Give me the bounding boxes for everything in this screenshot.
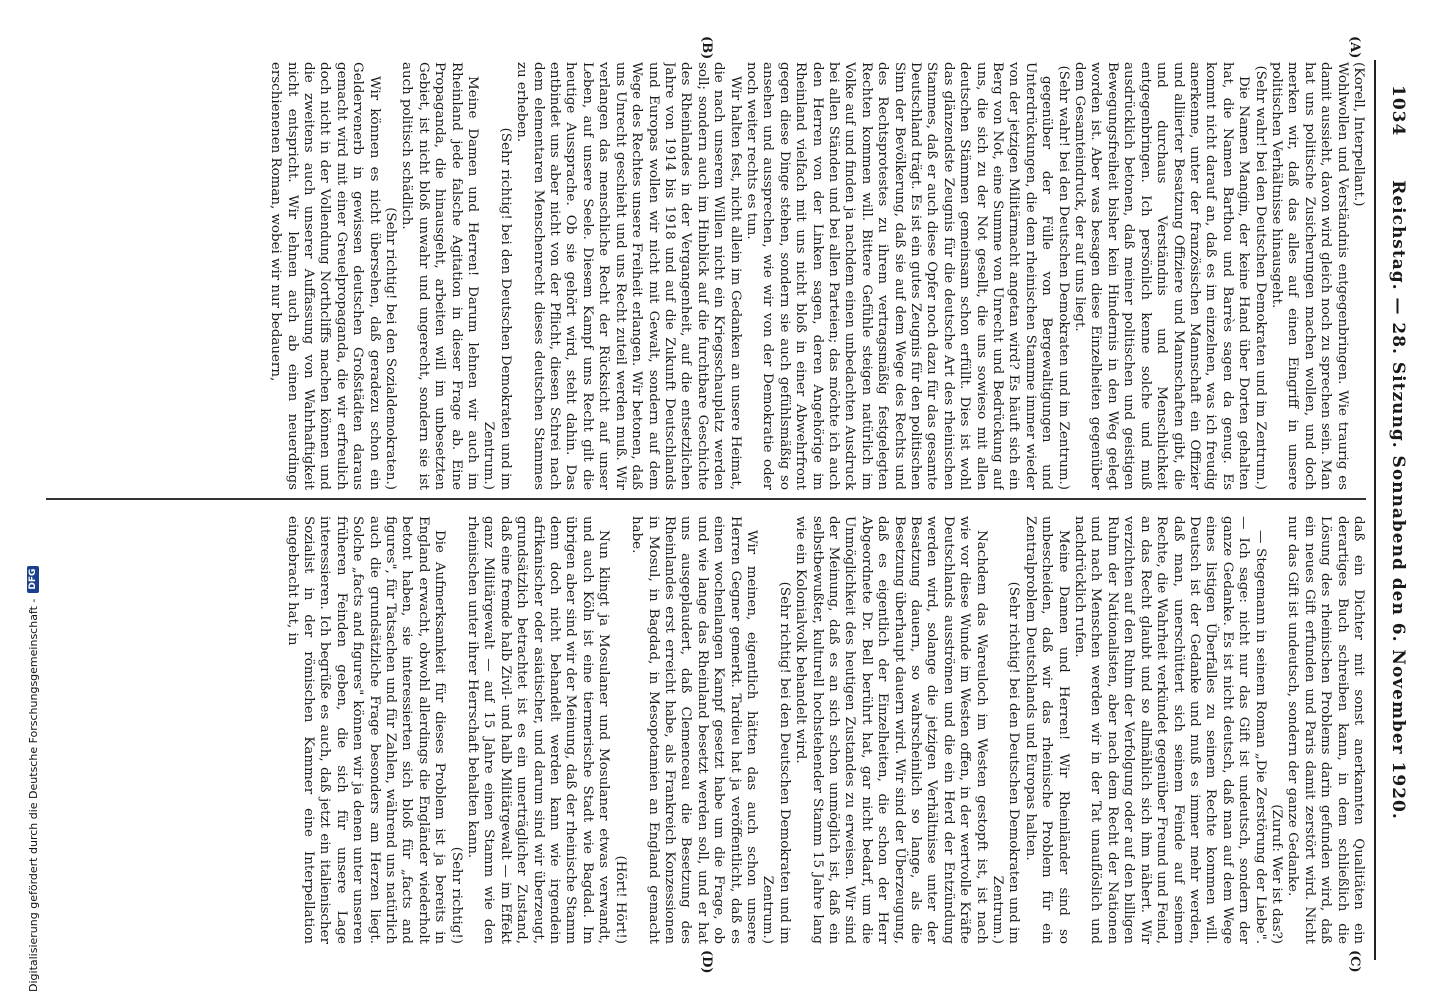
paragraph: — Stegemann in seinem Roman „Die Zerstörung der Liebe". — Ich sage: nicht nur das Gift ist undeutsch, sondern der ganze Gedanke. Es ist nicht deutsch, daß man auf dem Wege eines listigen Überfalles zu seinem Rechte kommen will. Deutsch ist der Gedanke und muß es immer mehr werden, daß man, unerschüttert sich seinem Feinde auf seinem Rechte, die Wahrheit verkündet gegenüber Freund und Feind, an das Recht glaubt und so allmählich sich ihm nähert. Wir verzichten auf den Ruhm der Verfolgung oder auf den billigen Ruhm der Nationalisten, aber nach dem Recht der Nationen und nach Menschen werden wir in der Tat unauflöslich und nachdrücklich rufen. xyxy=(1072,516,1268,944)
paragraph: Meine Damen und Herren! Darum lehnen wir auch im Rheinland jede falsche Agitation in dieser Frage ab. Eine Propaganda, die hinausgeht, arbeiten will im unbesetzten Gebiet, ist nicht bloß unwahr und ungerecht, sondern sie ist auch politisch schädlich. xyxy=(399,62,481,490)
margin-mark-a: (A) xyxy=(1347,36,1362,59)
margin-mark-c: (C) xyxy=(1347,950,1362,973)
footer-text: Digitalisierung gefördert durch die Deutsche Forschungsgemeinschaft - xyxy=(26,598,40,992)
paragraph: daß ein Dichter mit sonst anerkannten Qualitäten ein derartiges Buch schreiben kann, in dem schließlich die Lösung des rheinischen Problems darin gefunden wird, daß ein neues Gift erfunden und Paris damit zerstört wird. Nicht nur das Gift ist undeutsch, sondern der ganze Gedanke. xyxy=(1285,516,1366,944)
stage-direction: (Sehr richtig! bei den Deutschen Demokraten und im Zentrum.) xyxy=(481,127,513,490)
stage-direction: (Sehr richtig!) xyxy=(448,846,464,944)
running-title: Reichstag. — 28. Sitzung. Sonnabend den 6. November 1920. xyxy=(1388,180,1408,820)
margin-mark-d: (D) xyxy=(699,950,714,974)
paragraph: Wir können es nicht übersehen, daß geradezu schon ein Geldervenerb in gewissen deutschen Großstädten daraus gemacht wird mit einer Greuelpropaganda, die wir erfreulich doch nicht in der Vollendung Northcliffs machen können und die zweitens auch unserer Auffassung von Wahrhaftigkeit nicht entspricht. Wir lehnen auch ab einen neuerdings erschienenen Roman, wobei wir nur bedauern, xyxy=(268,62,382,490)
dfg-logo: DFG xyxy=(27,566,39,593)
right-column xyxy=(46,516,1366,944)
header-rule xyxy=(1374,60,1376,960)
stage-direction: (Sehr wahr! bei den Deutschen Demokraten und im Zentrum.) xyxy=(1055,65,1071,490)
paragraph: gegenüber der Fülle von Bergewaltigungen und Unterdrückungen, die dem rheinischen Stamme immer wieder von der jetzigen Militärmacht angetan wird? Es häuft sich ein Berg von Not, eine Summe von Unrecht und Bedrückung auf uns, die sich zu der Not gesellt, die uns sowieso mit allen deutschen Stämmen gemeinsam schon erfüllt. Dies ist wohl das glänzendste Zeugnis für die deutsche Art des rheinischen Stammes, daß er auch diese Opfer noch dazu für das gesamte Deutschland trägt. Es ist ein gutes Zeugnis für den politischen Sinn der Bevölkerung, daß sie auf dem Wege des Rechts und des Rechtsprotestes zu ihrem vertragsmäßig festgelegten Rechten kommen will. Bittere Gefühle steigen natürlich im Volke auf und finden ja nachdem einen unbedachten Ausdruck bei allen Ständen und bei allen Parteien; das möchte ich auch den Herren von der Linken sagen, deren Angehörige im Rheinland vielfach mit uns nicht bloß in einer Abwehrfront gegen diese Dinge stehen, sondern sie auch gefühlsmäßig so ansehen und aussprechen, wie wir von der Demokratie oder noch weiter rechts es tun. xyxy=(743,62,1055,490)
paragraph: Nachdem das Wareuloch im Westen gestopft ist, ist nach wie vor diese Wunde im Westen offen, in der wertvolle Kräfte Deutschlands ausströmen und die ein Herd der Entzündung werden wird, solange die jetzigen Verhältnisse unter der Besatzung dauern, so wahrscheinlich so lange, als die Besetzung überhaupt dauern wird. Wir sind der Überzeugung, daß es eigentlich der Einzelheiten, die schon der Herr Abgeordnete Dr. Bell berührt hat, gar nicht bedarf, um die Unmöglichkeit des heutigen Zustandes zu erweisen. Wir sind der Meinung, daß es an sich schon unmöglich ist, daß ein selbstbewußter, kulturell hochstehender Stamm 15 Jahre lang wie ein Kolonialvolk behandelt wird. xyxy=(793,516,989,944)
stage-direction: (Sehr richtig! bei den Sozialdemokraten.) xyxy=(383,207,399,490)
paragraph: (Korell, Interpellant.) xyxy=(1351,62,1366,207)
paragraph: Wir halten fest, nicht allein im Gedanken an unsere Heimat, die nach unserem Willen nicht ein Kriegsschauplatz werden soll; sondern auch im Hinblick auf die furchtbare Geschichte des Rheinlandes in der Vergangenheit, auf die entsetzlichen Jahre von 1914 bis 1918 und auf die Zukunft Deutschlands und Europas wollen wir nicht mit Gewalt, sondern auf dem Wege des Rechtes unsere Freiheit erlangen. Wir betonen, daß uns Unrecht geschieht und uns Recht zuteil werden muß. Wir verlangen das menschliche Recht der Rücksicht auf unser Leben, auf unsere Seele. Diesem Kampf ums Recht gilt die heutige Aussprache. Ob sie gehört wird, steht dahin. Das entbindet uns aber nicht von der Pflicht, diesen Schrei nach dem elementaren Menschenrecht dieses deutschen Stammes zu erheben. xyxy=(514,62,743,490)
stage-direction: (Hört! Hört!) xyxy=(612,855,628,944)
stage-direction: (Sehr richtig! bei den Deutschen Demokraten und im Zentrum.) xyxy=(990,581,1022,944)
margin-mark-b: (B) xyxy=(699,36,714,60)
paragraph: Meine Damen und Herren! Wir Rheinländer sind so unbescheiden, daß wir das rheinische Problem für ein Zentralproblem Deutschlands und Europas halten. xyxy=(1022,516,1071,944)
stage-direction: (Sehr richtig! bei den Deutschen Demokraten und im Zentrum.) xyxy=(760,581,792,944)
paragraph: Die Aufmerksamkeit für dieses Problem ist ja bereits in England erwacht, obwohl allerdings die Engländer wiederholt betont haben, sie interessierten sich bloß für „facts and figures", für Tatsachen und für Zahlen, während uns natürlich auch die grundsätzliche Frage besonders am Herzen liegt. Solche „facts and figures" können wir ja denen unter unseren früheren Feinden geben, die sich für unsere Lage interessieren. Ich begrüße es auch, daß jetzt ein italienischer Sozialist in der römischen Kammer eine Interpellation eingebracht hat, in xyxy=(284,516,448,944)
paragraph: Nun klingt ja Mosulaner und Mosulaner etwas verwandt, und auch Köln ist eine tiermerische Stadt wie Bagdad. Im übrigen aber sind wir der Meinung, daß der rheinische Stamm denn doch nicht behandelt werden kann wie irgendein afrikanischer oder asiatischer, und darum sind wir überzeugt, grundsätzlich betrachtet ist es ein unerträglicher Zustand, daß eine fremde halb Zivil- und halb Militärgewalt — im Effekt ganz Militärgewalt — auf 15 Jahre einen Stamm wie den rheinischen unter ihrer Herrschaft behalten kann. xyxy=(465,516,612,944)
stage-direction: (Zuruf: Wer ist das?) xyxy=(1268,804,1284,944)
paragraph: Die Namen Mangin, der keine Hand über Dorten gehalten hat, die Namen Barthou und Barrès sagen da genug. Es kommt nicht darauf an, daß es im einzelnen, was ich freudig anerkenne, unter der französischen Mannschaft ein Offizier und alliierter Besatzung Offiziere und Mannschaften gibt, die und durchaus Verständnis und Menschlichkeit entgegenbringen. Ich persönlich kenne solche und muß ausdrücklich betonen, daß meiner politischen und geistigen Bewegungsfreiheit bisher kein Hindernis in den Weg gelegt worden ist. Aber was besagen diese Einzelheiten gegenüber dem Gesamteindruck, der auf uns liegt. xyxy=(1072,62,1252,490)
left-column xyxy=(46,62,1366,490)
page-number: 1034 xyxy=(1388,85,1408,137)
stage-direction: (Sehr wahr! bei den Deutschen Demokraten und im Zentrum.) xyxy=(1252,65,1268,490)
paragraph: Wohlwollen und Verständnis entgegenbringen. Wie traurig es damit aussieht, davon wird gleich noch zu sprechen sein. Man hat uns politische Zusicherungen machen wollen, und doch merken wir, daß das alles auf einen Eingriff in unsere politischen Verhältnisse hinausgeht. xyxy=(1268,62,1350,490)
digitization-footer xyxy=(22,0,44,1000)
paragraph: Wir meinen, eigentlich hätten das auch schon unsere Herren Gegner gemerkt. Tardieu hat ja veröffentlicht, daß es einen wochenlangen Kampf gesetzt habe um die Frage, ob und wie lange das Rheinland besetzt werden soll, und er hat uns ausgeplaudert, daß Clemenceau die Besetzung des Rheinlandes erst erreicht habe, als Frankreich Konzessionen in Mosul, in Bagdad, in Mesopotamien an England gemacht habe. xyxy=(629,516,759,944)
column-divider xyxy=(46,498,1366,500)
